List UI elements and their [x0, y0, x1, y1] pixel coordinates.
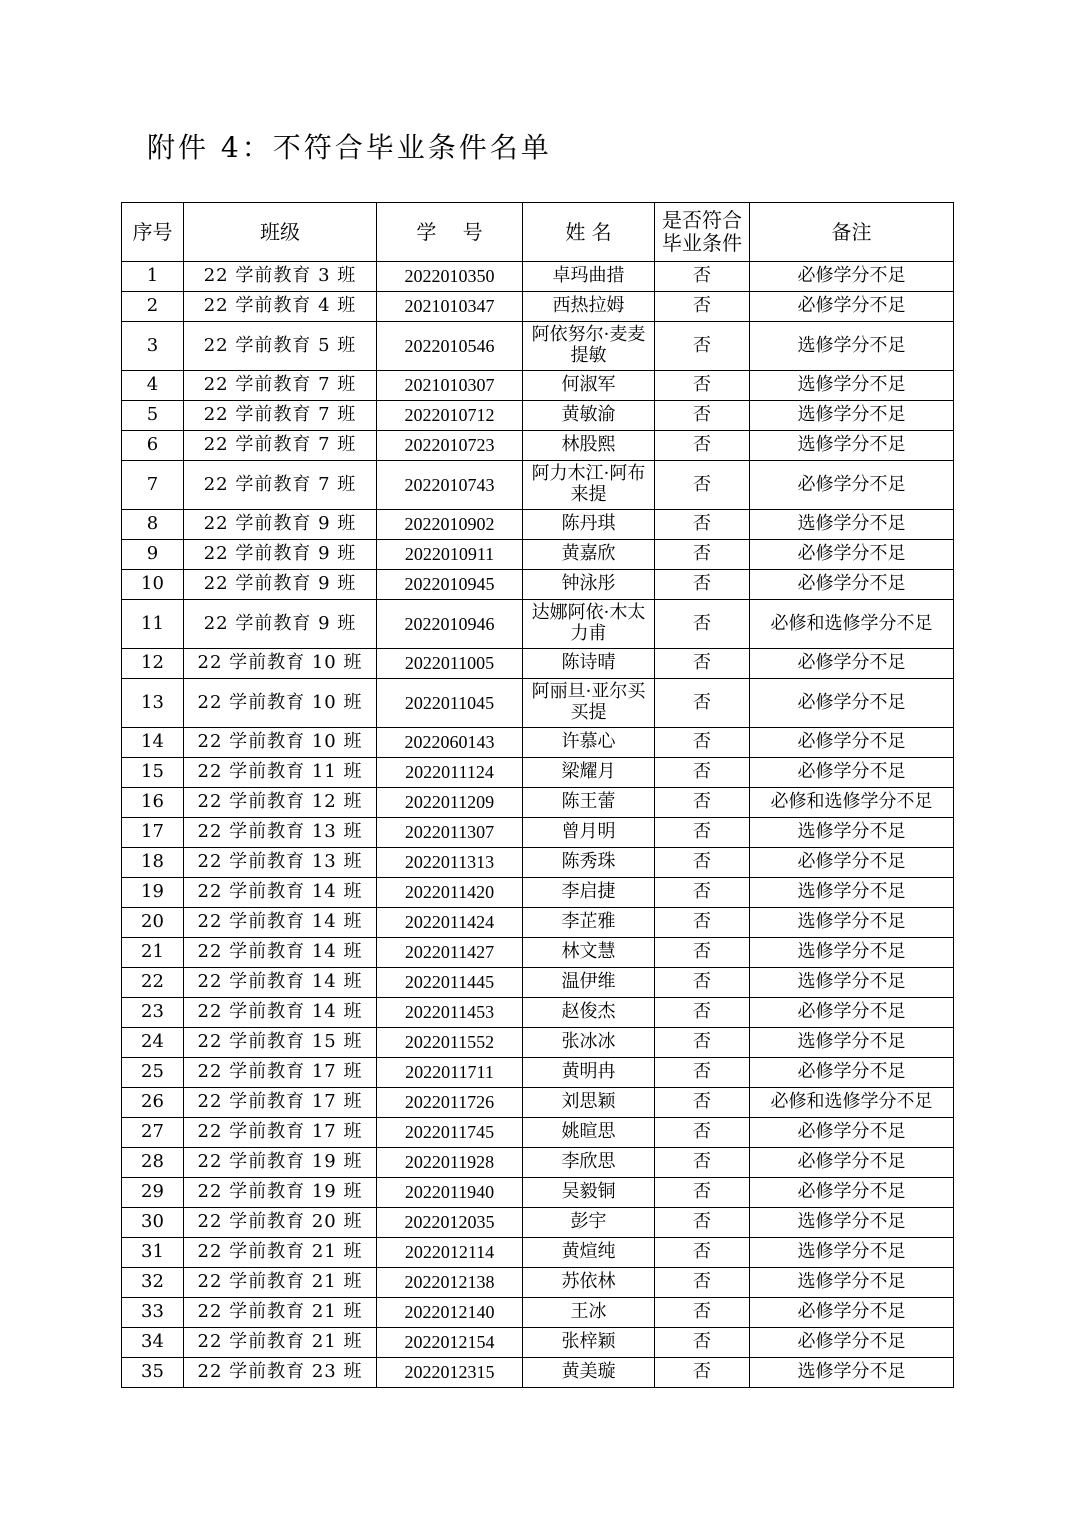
- cell-student-id: 2022010946: [377, 600, 523, 649]
- cell-eligibility: 否: [655, 788, 750, 818]
- cell-name: 黄明冉: [523, 1058, 655, 1088]
- cell-remarks: 必修学分不足: [750, 679, 954, 728]
- cell-index: 32: [122, 1268, 184, 1298]
- cell-name: 林股熙: [523, 431, 655, 461]
- cell-name: 温伊维: [523, 968, 655, 998]
- cell-remarks: 必修学分不足: [750, 540, 954, 570]
- cell-name: 达娜阿依·木太力甫: [523, 600, 655, 649]
- cell-name: 何淑军: [523, 371, 655, 401]
- cell-index: 31: [122, 1238, 184, 1268]
- cell-class: 22 学前教育 9 班: [184, 570, 377, 600]
- cell-name: 黄敏渝: [523, 401, 655, 431]
- cell-student-id: 2022010911: [377, 540, 523, 570]
- cell-index: 7: [122, 461, 184, 510]
- cell-class: 22 学前教育 7 班: [184, 401, 377, 431]
- cell-student-id: 2022011307: [377, 818, 523, 848]
- header-name: 姓 名: [523, 203, 655, 262]
- cell-student-id: 2022060143: [377, 728, 523, 758]
- cell-name: 阿丽旦·亚尔买买提: [523, 679, 655, 728]
- cell-name: 钟泳彤: [523, 570, 655, 600]
- cell-student-id: 2022011420: [377, 878, 523, 908]
- cell-name: 黄美璇: [523, 1358, 655, 1388]
- table-row: [122, 1058, 954, 1088]
- cell-remarks: 选修学分不足: [750, 818, 954, 848]
- header-eligibility: 是否符合毕业条件: [655, 203, 750, 262]
- cell-class: 22 学前教育 11 班: [184, 758, 377, 788]
- cell-eligibility: 否: [655, 848, 750, 878]
- header-student-id: 学 号: [377, 203, 523, 262]
- cell-remarks: 选修学分不足: [750, 1238, 954, 1268]
- cell-index: 9: [122, 540, 184, 570]
- table-row: [122, 679, 954, 728]
- table-row: [122, 1208, 954, 1238]
- cell-name: 陈诗晴: [523, 649, 655, 679]
- cell-name: 彭宇: [523, 1208, 655, 1238]
- cell-name: 王冰: [523, 1298, 655, 1328]
- cell-index: 17: [122, 818, 184, 848]
- table-row: [122, 540, 954, 570]
- cell-remarks: 选修学分不足: [750, 510, 954, 540]
- cell-remarks: 必修学分不足: [750, 848, 954, 878]
- page-title: 附件 4：不符合毕业条件名单: [147, 131, 552, 164]
- cell-remarks: 必修和选修学分不足: [750, 1088, 954, 1118]
- table-body: [122, 262, 954, 1388]
- cell-index: 19: [122, 878, 184, 908]
- table-row: [122, 600, 954, 649]
- cell-eligibility: 否: [655, 1238, 750, 1268]
- cell-class: 22 学前教育 10 班: [184, 679, 377, 728]
- cell-index: 35: [122, 1358, 184, 1388]
- cell-class: 22 学前教育 23 班: [184, 1358, 377, 1388]
- cell-remarks: 必修学分不足: [750, 1058, 954, 1088]
- cell-index: 22: [122, 968, 184, 998]
- cell-index: 8: [122, 510, 184, 540]
- header-index: 序号: [122, 203, 184, 262]
- cell-eligibility: 否: [655, 938, 750, 968]
- cell-eligibility: 否: [655, 540, 750, 570]
- cell-student-id: 2022010712: [377, 401, 523, 431]
- cell-eligibility: 否: [655, 758, 750, 788]
- cell-class: 22 学前教育 12 班: [184, 788, 377, 818]
- cell-class: 22 学前教育 21 班: [184, 1238, 377, 1268]
- cell-remarks: 必修学分不足: [750, 728, 954, 758]
- cell-eligibility: 否: [655, 1178, 750, 1208]
- cell-remarks: 选修学分不足: [750, 938, 954, 968]
- table-row: [122, 1268, 954, 1298]
- table-row: [122, 461, 954, 510]
- cell-name: 李欣思: [523, 1148, 655, 1178]
- cell-name: 苏依林: [523, 1268, 655, 1298]
- cell-class: 22 学前教育 7 班: [184, 431, 377, 461]
- cell-index: 14: [122, 728, 184, 758]
- cell-index: 24: [122, 1028, 184, 1058]
- cell-class: 22 学前教育 14 班: [184, 908, 377, 938]
- cell-index: 18: [122, 848, 184, 878]
- cell-index: 16: [122, 788, 184, 818]
- table-header: [122, 203, 954, 262]
- table-row: [122, 371, 954, 401]
- table-row: [122, 1298, 954, 1328]
- cell-class: 22 学前教育 9 班: [184, 540, 377, 570]
- cell-class: 22 学前教育 10 班: [184, 728, 377, 758]
- table-row: [122, 758, 954, 788]
- cell-student-id: 2022011726: [377, 1088, 523, 1118]
- cell-class: 22 学前教育 5 班: [184, 322, 377, 371]
- cell-name: 张梓颖: [523, 1328, 655, 1358]
- cell-name: 许慕心: [523, 728, 655, 758]
- table-row: [122, 848, 954, 878]
- cell-student-id: 2022011045: [377, 679, 523, 728]
- cell-eligibility: 否: [655, 728, 750, 758]
- cell-index: 3: [122, 322, 184, 371]
- table-row: [122, 1088, 954, 1118]
- cell-remarks: 必修学分不足: [750, 292, 954, 322]
- cell-name: 黄煊纯: [523, 1238, 655, 1268]
- cell-class: 22 学前教育 7 班: [184, 461, 377, 510]
- table-row: [122, 649, 954, 679]
- cell-name: 姚暄思: [523, 1118, 655, 1148]
- table-row: [122, 570, 954, 600]
- cell-remarks: 必修学分不足: [750, 1148, 954, 1178]
- table-row: [122, 1238, 954, 1268]
- cell-index: 4: [122, 371, 184, 401]
- cell-remarks: 必修学分不足: [750, 1118, 954, 1148]
- cell-index: 12: [122, 649, 184, 679]
- cell-class: 22 学前教育 17 班: [184, 1088, 377, 1118]
- graduation-ineligible-table: [121, 202, 954, 1388]
- cell-eligibility: 否: [655, 968, 750, 998]
- cell-class: 22 学前教育 4 班: [184, 292, 377, 322]
- cell-student-id: 2022012035: [377, 1208, 523, 1238]
- cell-remarks: 选修学分不足: [750, 322, 954, 371]
- cell-class: 22 学前教育 17 班: [184, 1058, 377, 1088]
- cell-index: 33: [122, 1298, 184, 1328]
- table-row: [122, 998, 954, 1028]
- cell-eligibility: 否: [655, 371, 750, 401]
- cell-eligibility: 否: [655, 431, 750, 461]
- cell-remarks: 必修学分不足: [750, 758, 954, 788]
- cell-student-id: 2022011552: [377, 1028, 523, 1058]
- cell-class: 22 学前教育 9 班: [184, 600, 377, 649]
- cell-remarks: 选修学分不足: [750, 1268, 954, 1298]
- cell-remarks: 必修和选修学分不足: [750, 600, 954, 649]
- cell-name: 西热拉姆: [523, 292, 655, 322]
- cell-eligibility: 否: [655, 1268, 750, 1298]
- cell-remarks: 选修学分不足: [750, 1208, 954, 1238]
- cell-name: 陈王蕾: [523, 788, 655, 818]
- cell-student-id: 2022012154: [377, 1328, 523, 1358]
- cell-remarks: 选修学分不足: [750, 908, 954, 938]
- cell-class: 22 学前教育 21 班: [184, 1268, 377, 1298]
- cell-student-id: 2022012140: [377, 1298, 523, 1328]
- table-row: [122, 431, 954, 461]
- cell-remarks: 选修学分不足: [750, 1358, 954, 1388]
- cell-student-id: 2022010945: [377, 570, 523, 600]
- cell-index: 13: [122, 679, 184, 728]
- cell-student-id: 2022011209: [377, 788, 523, 818]
- cell-remarks: 必修学分不足: [750, 262, 954, 292]
- cell-index: 23: [122, 998, 184, 1028]
- cell-eligibility: 否: [655, 1088, 750, 1118]
- cell-eligibility: 否: [655, 1148, 750, 1178]
- cell-eligibility: 否: [655, 1208, 750, 1238]
- cell-remarks: 选修学分不足: [750, 878, 954, 908]
- cell-student-id: 2022011940: [377, 1178, 523, 1208]
- cell-student-id: 2022012315: [377, 1358, 523, 1388]
- table-row: [122, 510, 954, 540]
- cell-student-id: 2022011453: [377, 998, 523, 1028]
- cell-index: 27: [122, 1118, 184, 1148]
- cell-remarks: 必修学分不足: [750, 1178, 954, 1208]
- cell-class: 22 学前教育 13 班: [184, 818, 377, 848]
- cell-index: 1: [122, 262, 184, 292]
- cell-index: 30: [122, 1208, 184, 1238]
- cell-name: 李启捷: [523, 878, 655, 908]
- cell-eligibility: 否: [655, 570, 750, 600]
- table-row: [122, 908, 954, 938]
- cell-eligibility: 否: [655, 998, 750, 1028]
- cell-remarks: 选修学分不足: [750, 1028, 954, 1058]
- cell-name: 刘思颖: [523, 1088, 655, 1118]
- cell-name: 林文慧: [523, 938, 655, 968]
- cell-eligibility: 否: [655, 401, 750, 431]
- cell-class: 22 学前教育 13 班: [184, 848, 377, 878]
- cell-student-id: 2022012114: [377, 1238, 523, 1268]
- cell-name: 卓玛曲措: [523, 262, 655, 292]
- cell-index: 10: [122, 570, 184, 600]
- cell-index: 34: [122, 1328, 184, 1358]
- table-row: [122, 818, 954, 848]
- table-row: [122, 322, 954, 371]
- cell-student-id: 2022010743: [377, 461, 523, 510]
- table-row: [122, 788, 954, 818]
- cell-name: 陈秀珠: [523, 848, 655, 878]
- cell-index: 5: [122, 401, 184, 431]
- cell-class: 22 学前教育 3 班: [184, 262, 377, 292]
- header-remarks: 备注: [750, 203, 954, 262]
- cell-class: 22 学前教育 9 班: [184, 510, 377, 540]
- cell-name: 黄嘉欣: [523, 540, 655, 570]
- cell-eligibility: 否: [655, 908, 750, 938]
- cell-eligibility: 否: [655, 262, 750, 292]
- cell-class: 22 学前教育 14 班: [184, 998, 377, 1028]
- cell-eligibility: 否: [655, 1028, 750, 1058]
- table-row: [122, 292, 954, 322]
- cell-student-id: 2022011005: [377, 649, 523, 679]
- cell-index: 28: [122, 1148, 184, 1178]
- cell-student-id: 2021010347: [377, 292, 523, 322]
- cell-name: 吴毅铜: [523, 1178, 655, 1208]
- cell-class: 22 学前教育 17 班: [184, 1118, 377, 1148]
- table-row: [122, 728, 954, 758]
- cell-student-id: 2022011745: [377, 1118, 523, 1148]
- cell-name: 李芷雅: [523, 908, 655, 938]
- cell-class: 22 学前教育 21 班: [184, 1298, 377, 1328]
- cell-eligibility: 否: [655, 1118, 750, 1148]
- table-row: [122, 1148, 954, 1178]
- cell-eligibility: 否: [655, 1328, 750, 1358]
- cell-index: 25: [122, 1058, 184, 1088]
- cell-remarks: 必修学分不足: [750, 570, 954, 600]
- cell-name: 曾月明: [523, 818, 655, 848]
- cell-name: 赵俊杰: [523, 998, 655, 1028]
- header-row: [122, 203, 954, 262]
- cell-class: 22 学前教育 19 班: [184, 1148, 377, 1178]
- cell-class: 22 学前教育 14 班: [184, 968, 377, 998]
- cell-eligibility: 否: [655, 1298, 750, 1328]
- cell-class: 22 学前教育 15 班: [184, 1028, 377, 1058]
- cell-eligibility: 否: [655, 1358, 750, 1388]
- cell-eligibility: 否: [655, 322, 750, 371]
- cell-eligibility: 否: [655, 878, 750, 908]
- table-row: [122, 262, 954, 292]
- cell-student-id: 2022010723: [377, 431, 523, 461]
- cell-remarks: 必修学分不足: [750, 1328, 954, 1358]
- cell-index: 20: [122, 908, 184, 938]
- header-class: 班级: [184, 203, 377, 262]
- cell-student-id: 2022010350: [377, 262, 523, 292]
- cell-class: 22 学前教育 7 班: [184, 371, 377, 401]
- table-row: [122, 1328, 954, 1358]
- cell-name: 阿力木江·阿布来提: [523, 461, 655, 510]
- cell-student-id: 2022011427: [377, 938, 523, 968]
- cell-eligibility: 否: [655, 679, 750, 728]
- table-row: [122, 938, 954, 968]
- cell-eligibility: 否: [655, 600, 750, 649]
- cell-index: 21: [122, 938, 184, 968]
- cell-class: 22 学前教育 14 班: [184, 878, 377, 908]
- cell-index: 11: [122, 600, 184, 649]
- cell-class: 22 学前教育 19 班: [184, 1178, 377, 1208]
- table-row: [122, 401, 954, 431]
- cell-name: 张冰冰: [523, 1028, 655, 1058]
- cell-class: 22 学前教育 10 班: [184, 649, 377, 679]
- cell-remarks: 选修学分不足: [750, 401, 954, 431]
- cell-eligibility: 否: [655, 818, 750, 848]
- cell-eligibility: 否: [655, 510, 750, 540]
- cell-name: 阿依努尔·麦麦提敏: [523, 322, 655, 371]
- cell-name: 陈丹琪: [523, 510, 655, 540]
- cell-remarks: 选修学分不足: [750, 431, 954, 461]
- table-row: [122, 1178, 954, 1208]
- table-row: [122, 1028, 954, 1058]
- cell-index: 15: [122, 758, 184, 788]
- cell-class: 22 学前教育 14 班: [184, 938, 377, 968]
- cell-student-id: 2022010546: [377, 322, 523, 371]
- cell-index: 29: [122, 1178, 184, 1208]
- cell-student-id: 2022011313: [377, 848, 523, 878]
- cell-student-id: 2022011424: [377, 908, 523, 938]
- cell-name: 梁耀月: [523, 758, 655, 788]
- cell-remarks: 选修学分不足: [750, 371, 954, 401]
- cell-eligibility: 否: [655, 1058, 750, 1088]
- table-row: [122, 878, 954, 908]
- cell-student-id: 2022012138: [377, 1268, 523, 1298]
- cell-remarks: 必修和选修学分不足: [750, 788, 954, 818]
- cell-student-id: 2021010307: [377, 371, 523, 401]
- cell-student-id: 2022011711: [377, 1058, 523, 1088]
- table-row: [122, 1118, 954, 1148]
- cell-remarks: 必修学分不足: [750, 1298, 954, 1328]
- cell-eligibility: 否: [655, 292, 750, 322]
- cell-eligibility: 否: [655, 461, 750, 510]
- cell-remarks: 必修学分不足: [750, 649, 954, 679]
- cell-student-id: 2022011124: [377, 758, 523, 788]
- cell-remarks: 必修学分不足: [750, 998, 954, 1028]
- cell-index: 6: [122, 431, 184, 461]
- cell-student-id: 2022011928: [377, 1148, 523, 1178]
- cell-student-id: 2022011445: [377, 968, 523, 998]
- cell-class: 22 学前教育 20 班: [184, 1208, 377, 1238]
- table-row: [122, 1358, 954, 1388]
- cell-remarks: 必修学分不足: [750, 461, 954, 510]
- cell-student-id: 2022010902: [377, 510, 523, 540]
- cell-index: 2: [122, 292, 184, 322]
- table-row: [122, 968, 954, 998]
- cell-class: 22 学前教育 21 班: [184, 1328, 377, 1358]
- cell-index: 26: [122, 1088, 184, 1118]
- cell-remarks: 选修学分不足: [750, 968, 954, 998]
- cell-eligibility: 否: [655, 649, 750, 679]
